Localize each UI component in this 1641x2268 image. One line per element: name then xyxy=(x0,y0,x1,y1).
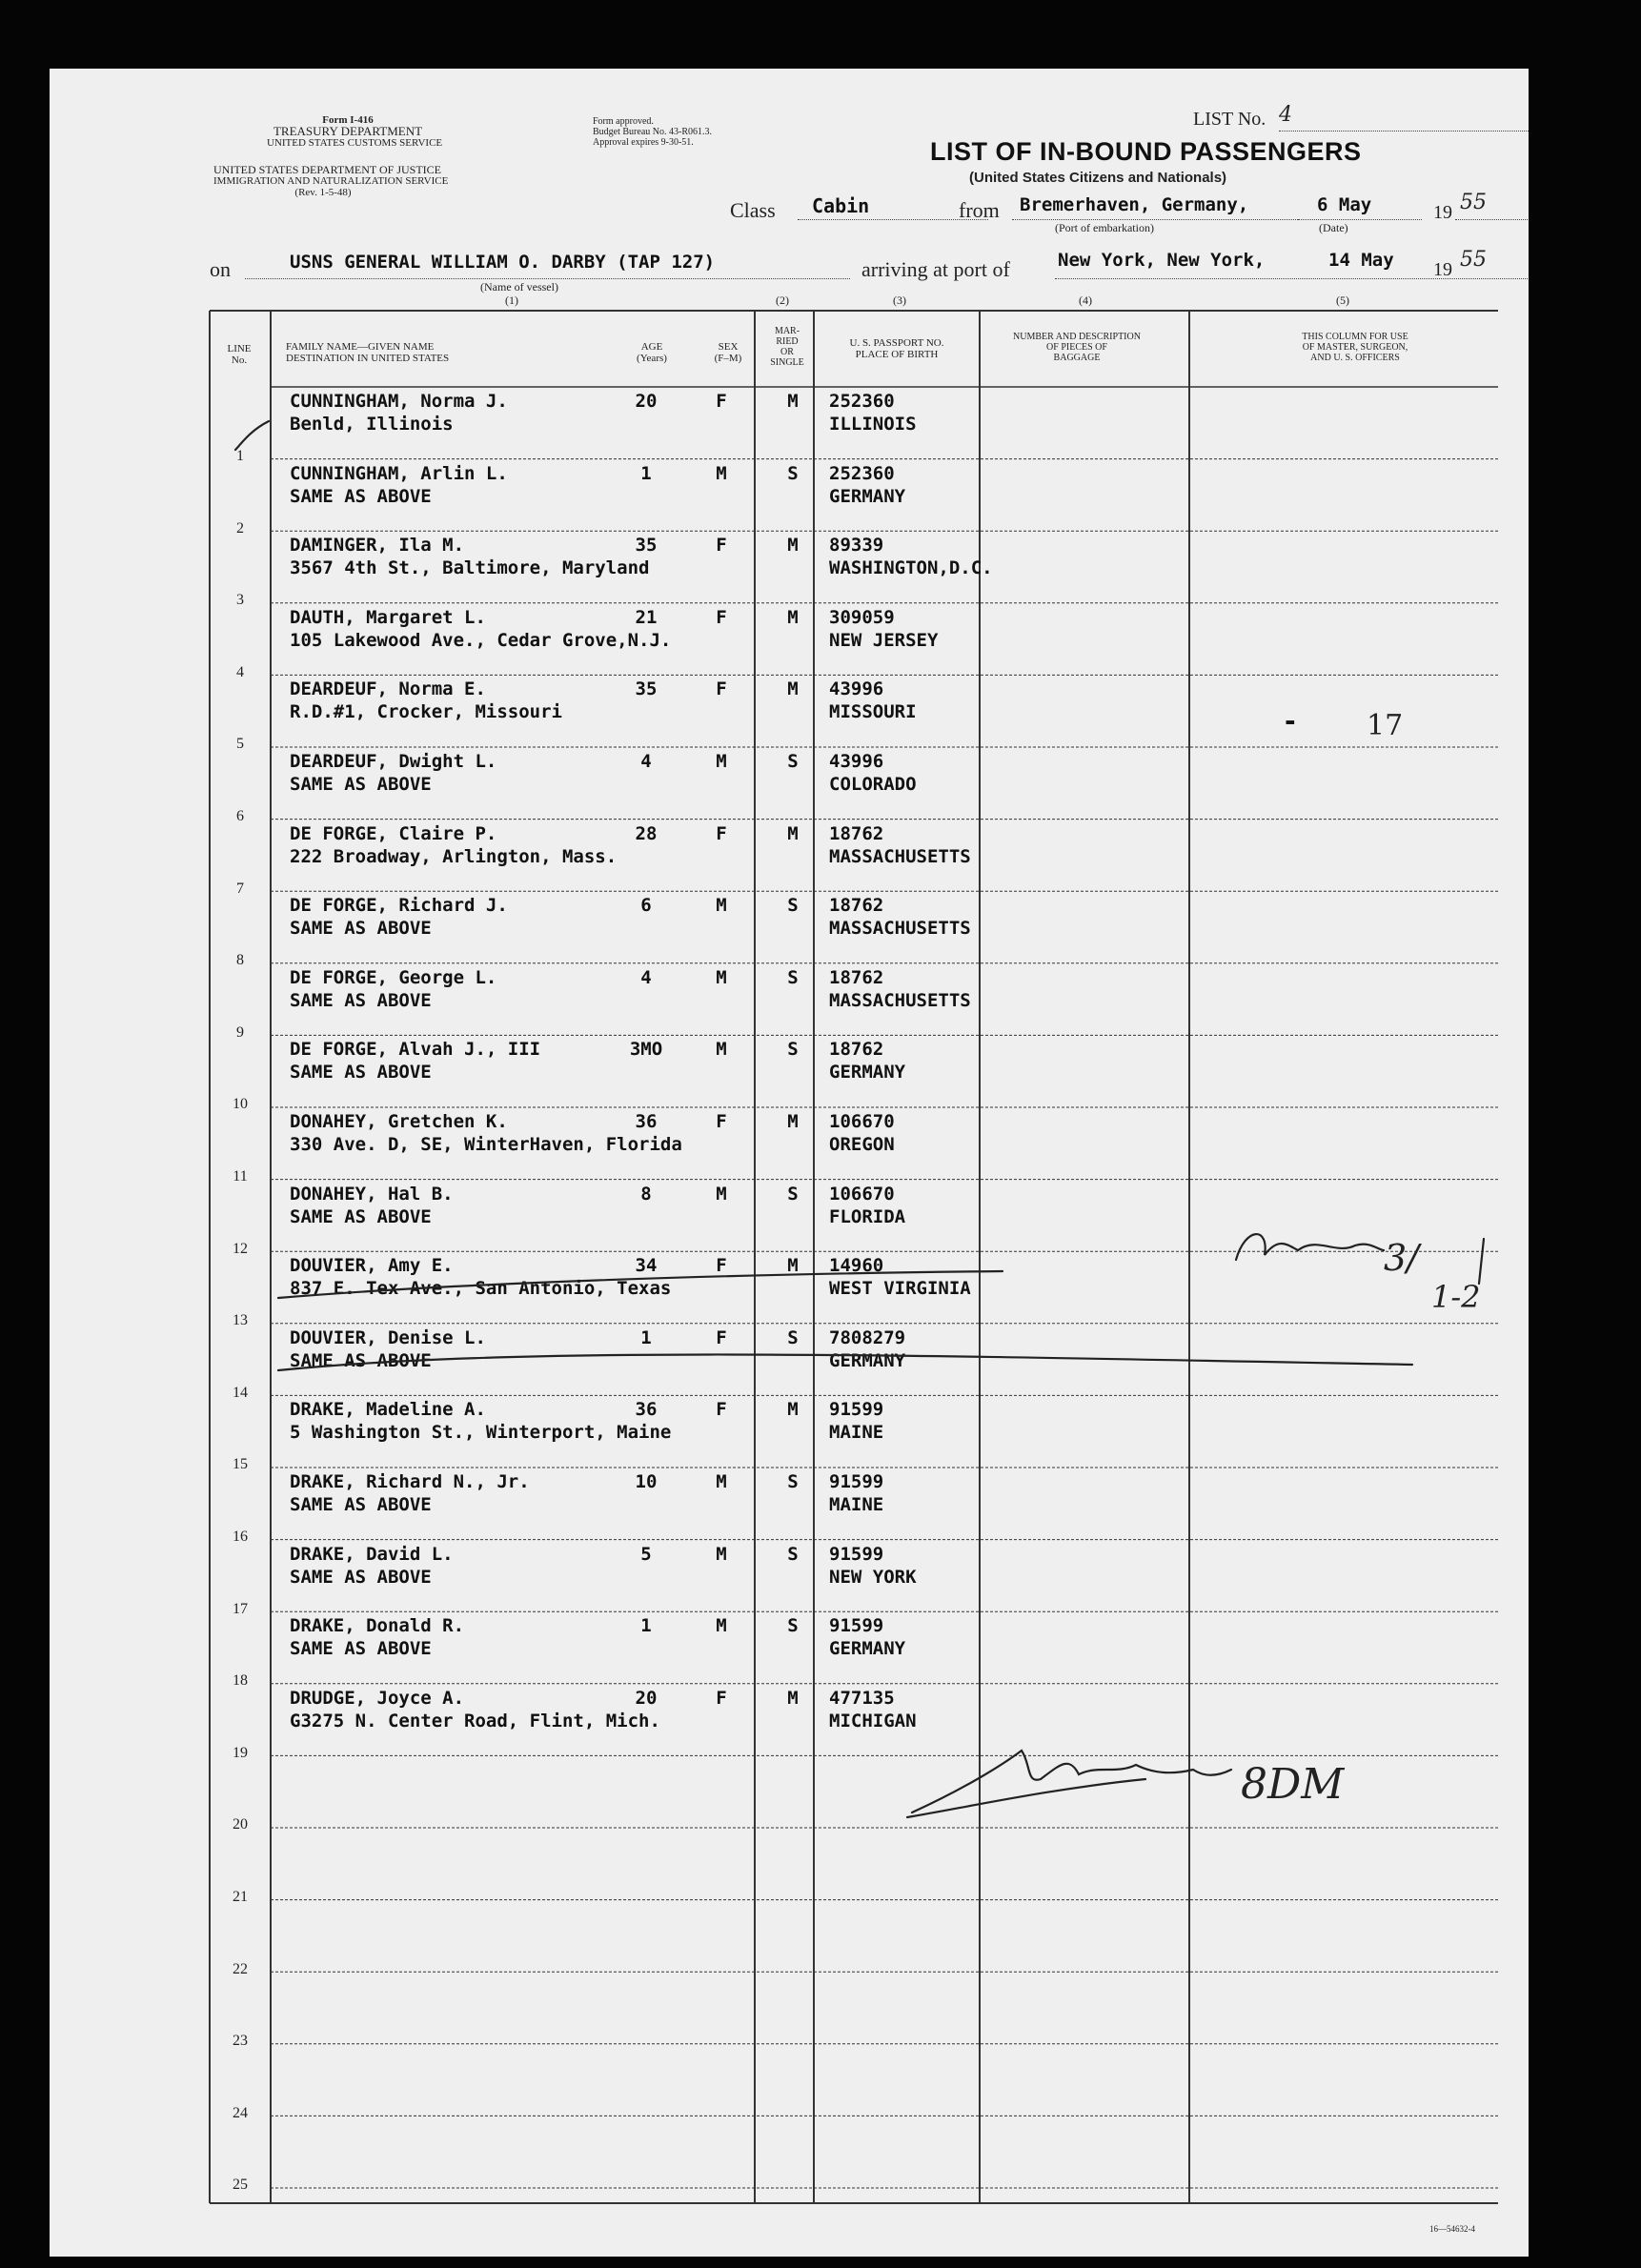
col-header-line: OR xyxy=(780,347,794,357)
vertical-stroke xyxy=(1479,1239,1484,1284)
passenger-sex: F xyxy=(716,1399,727,1421)
passenger-sex: F xyxy=(716,1326,727,1348)
line-number: 3 xyxy=(236,592,244,609)
from-label: from xyxy=(959,198,1000,222)
col-number: (3) xyxy=(893,294,906,307)
line-number: 17 xyxy=(233,1600,248,1617)
ins-label: IMMIGRATION AND NATURALIZATION SERVICE xyxy=(213,175,449,187)
passenger-destination: SAME AS ABOVE xyxy=(290,1205,432,1227)
passenger-destination: R.D.#1, Crocker, Missouri xyxy=(290,701,562,723)
line-number: 4 xyxy=(236,663,244,680)
passenger-destination: 330 Ave. D, SE, WinterHaven, Florida xyxy=(290,1134,682,1155)
line-number: 11 xyxy=(233,1168,248,1185)
line-number: 2 xyxy=(236,519,244,537)
line-number: 21 xyxy=(233,1889,248,1905)
passenger-destination: G3275 N. Center Road, Flint, Mich. xyxy=(290,1710,660,1731)
passenger-marital-status: S xyxy=(787,1471,799,1492)
passenger-marital-status: S xyxy=(787,1326,799,1348)
col-header-line: AGE xyxy=(640,341,663,353)
line-number: 8 xyxy=(236,952,244,969)
passenger-sex: M xyxy=(716,1543,727,1565)
line-number: 19 xyxy=(233,1744,248,1761)
form-number: Form I-416 xyxy=(322,114,374,126)
passenger-name: DE FORGE, Alvah J., III xyxy=(290,1039,541,1061)
passport-number: 309059 xyxy=(829,606,895,628)
arrival-year-prefix: 19 xyxy=(1433,259,1452,280)
page-subtitle: (United States Citizens and Nationals) xyxy=(969,170,1227,186)
signature-suffix: 8DM xyxy=(1241,1760,1345,1809)
line-number: 1 xyxy=(236,448,244,464)
vessel-caption: (Name of vessel) xyxy=(480,280,558,294)
arriving-label: arriving at port of xyxy=(861,257,1010,281)
passenger-marital-status: S xyxy=(787,895,799,917)
passenger-marital-status: S xyxy=(787,1183,799,1205)
passport-number: 89339 xyxy=(829,535,884,557)
col-header-line: PLACE OF BIRTH xyxy=(855,349,939,360)
passenger-destination: 5 Washington St., Winterport, Maine xyxy=(290,1422,672,1444)
passport-number: 43996 xyxy=(829,678,884,700)
revision-label: (Rev. 1-5-48) xyxy=(294,187,352,198)
passenger-age: 10 xyxy=(635,1471,658,1492)
passenger-name: CUNNINGHAM, Arlin L. xyxy=(290,462,508,484)
line-number: 22 xyxy=(233,1960,248,1977)
manifest-page xyxy=(50,69,1529,2257)
passenger-name: DE FORGE, George L. xyxy=(290,966,497,988)
passport-number: 18762 xyxy=(829,1039,884,1061)
passenger-destination: SAME AS ABOVE xyxy=(290,989,432,1011)
passenger-age: 4 xyxy=(640,751,652,772)
passenger-name: DRAKE, Richard N., Jr. xyxy=(290,1471,530,1492)
count-dash: - xyxy=(1285,705,1296,737)
passenger-destination: SAME AS ABOVE xyxy=(290,1638,432,1660)
line-number: 12 xyxy=(233,1240,248,1257)
fraction-annotation-2: 1-2 xyxy=(1431,1279,1481,1315)
place-of-birth: GERMANY xyxy=(829,1638,906,1660)
passenger-age: 36 xyxy=(635,1399,658,1421)
passport-number: 18762 xyxy=(829,966,884,988)
place-of-birth: GERMANY xyxy=(829,485,906,507)
passenger-age: 8 xyxy=(640,1183,652,1205)
place-of-birth: MAINE xyxy=(829,1494,884,1515)
passport-number: 7808279 xyxy=(829,1326,906,1348)
passport-number: 18762 xyxy=(829,895,884,917)
passenger-marital-status: S xyxy=(787,1543,799,1565)
line-number: 9 xyxy=(236,1023,244,1041)
passenger-name: DAMINGER, Ila M. xyxy=(290,535,465,557)
passenger-sex: M xyxy=(716,462,727,484)
from-value: Bremerhaven, Germany, xyxy=(1020,194,1249,215)
line-number: 24 xyxy=(233,2104,248,2121)
col-header-line: DESTINATION IN UNITED STATES xyxy=(286,353,450,364)
line-number: 14 xyxy=(233,1384,248,1401)
passenger-name: DAUTH, Margaret L. xyxy=(290,606,486,628)
year-value: 55 xyxy=(1460,191,1487,214)
passport-number: 91599 xyxy=(829,1615,884,1637)
class-label: Class xyxy=(730,198,776,222)
date-caption: (Date) xyxy=(1319,221,1348,234)
line-number: 15 xyxy=(233,1456,248,1473)
passenger-age: 35 xyxy=(635,535,658,557)
passport-number: 106670 xyxy=(829,1183,895,1205)
passenger-age: 1 xyxy=(640,462,652,484)
passenger-name: DONAHEY, Gretchen K. xyxy=(290,1111,508,1132)
col-number: (4) xyxy=(1079,294,1092,307)
line-number: 16 xyxy=(233,1529,248,1545)
class-value: Cabin xyxy=(812,194,870,217)
passenger-age: 20 xyxy=(635,391,658,412)
line-number: 25 xyxy=(233,2177,248,2194)
passenger-marital-status: S xyxy=(787,751,799,772)
line-number: 20 xyxy=(233,1816,248,1833)
passenger-sex: F xyxy=(716,1111,727,1132)
place-of-birth: WEST VIRGINIA xyxy=(829,1278,971,1300)
passenger-marital-status: S xyxy=(787,1615,799,1637)
passenger-age: 34 xyxy=(635,1255,658,1277)
passport-number: 91599 xyxy=(829,1543,884,1565)
passenger-sex: F xyxy=(716,535,727,557)
col-header-line: OF PIECES OF xyxy=(1046,342,1107,353)
strike-line xyxy=(278,1354,1412,1370)
passenger-age: 6 xyxy=(640,895,652,917)
col-header-line: No. xyxy=(231,354,248,366)
treasury-label: TREASURY DEPARTMENT xyxy=(273,124,423,138)
line-number: 7 xyxy=(236,880,244,897)
passenger-marital-status: M xyxy=(787,1255,799,1277)
arrival-port: New York, New York, xyxy=(1058,250,1266,271)
passenger-sex: M xyxy=(716,1471,727,1492)
passenger-destination: SAME AS ABOVE xyxy=(290,1494,432,1515)
passport-number: 14960 xyxy=(829,1255,884,1277)
passport-number: 18762 xyxy=(829,822,884,844)
place-of-birth: NEW JERSEY xyxy=(829,629,939,651)
passport-number: 252360 xyxy=(829,391,895,412)
fraction-annotation: 3/ xyxy=(1384,1237,1419,1279)
passenger-name: DEARDEUF, Dwight L. xyxy=(290,751,497,772)
passport-number: 477135 xyxy=(829,1687,895,1709)
line-number: 5 xyxy=(236,736,244,753)
col-header-line: MAR- xyxy=(774,326,800,336)
passenger-destination: 105 Lakewood Ave., Cedar Grove,N.J. xyxy=(290,629,672,651)
col-header-line: OF MASTER, SURGEON, xyxy=(1302,342,1408,353)
line-number: 18 xyxy=(233,1672,248,1690)
list-no-label: LIST No. xyxy=(1193,109,1266,130)
passenger-marital-status: M xyxy=(787,391,799,412)
port-embark-caption: (Port of embarkation) xyxy=(1055,221,1154,234)
passenger-name: DRAKE, David L. xyxy=(290,1543,454,1565)
passenger-sex: M xyxy=(716,895,727,917)
passenger-age: 1 xyxy=(640,1326,652,1348)
line-number: 10 xyxy=(233,1096,248,1113)
justice-label: UNITED STATES DEPARTMENT OF JUSTICE xyxy=(213,163,442,176)
approval-line: Budget Bureau No. 43-R061.3. xyxy=(593,127,712,137)
check-mark xyxy=(235,421,269,450)
passenger-name: DEARDEUF, Norma E. xyxy=(290,678,486,700)
passenger-sex: F xyxy=(716,822,727,844)
passenger-destination: 222 Broadway, Arlington, Mass. xyxy=(290,845,618,867)
customs-label: UNITED STATES CUSTOMS SERVICE xyxy=(267,137,443,149)
col-header-line: U. S. PASSPORT NO. xyxy=(849,337,944,349)
count-annotation: 17 xyxy=(1367,709,1404,742)
passenger-destination: SAME AS ABOVE xyxy=(290,774,432,795)
passenger-marital-status: M xyxy=(787,535,799,557)
passenger-destination: SAME AS ABOVE xyxy=(290,1062,432,1083)
col-number: (1) xyxy=(505,294,518,307)
place-of-birth: COLORADO xyxy=(829,774,917,795)
place-of-birth: FLORIDA xyxy=(829,1205,906,1227)
col-header-line: LINE xyxy=(227,343,252,354)
passport-number: 91599 xyxy=(829,1399,884,1421)
col-header-line: BAGGAGE xyxy=(1053,353,1101,363)
passenger-sex: F xyxy=(716,606,727,628)
passenger-destination: SAME AS ABOVE xyxy=(290,1349,432,1371)
col-header-line: THIS COLUMN FOR USE xyxy=(1302,332,1408,342)
passenger-destination: SAME AS ABOVE xyxy=(290,485,432,507)
passport-number: 106670 xyxy=(829,1111,895,1132)
passenger-destination: Benld, Illinois xyxy=(290,414,454,435)
place-of-birth: MASSACHUSETTS xyxy=(829,989,971,1011)
passenger-name: DE FORGE, Claire P. xyxy=(290,822,497,844)
place-of-birth: ILLINOIS xyxy=(829,414,917,435)
line-number: 6 xyxy=(236,808,244,824)
passenger-age: 21 xyxy=(635,606,658,628)
passenger-name: DRAKE, Madeline A. xyxy=(290,1399,486,1421)
vessel-name: USNS GENERAL WILLIAM O. DARBY (TAP 127) xyxy=(290,252,716,273)
initials-scribble xyxy=(1236,1234,1384,1260)
passenger-marital-status: M xyxy=(787,1111,799,1132)
passenger-sex: F xyxy=(716,1687,727,1709)
passenger-age: 3MO xyxy=(629,1039,663,1061)
col-header-line: SINGLE xyxy=(770,357,804,368)
passenger-age: 20 xyxy=(635,1687,658,1709)
col-number: (5) xyxy=(1336,294,1349,307)
col-header-line: SEX xyxy=(718,341,739,353)
passenger-sex: F xyxy=(716,391,727,412)
passenger-marital-status: S xyxy=(787,462,799,484)
passenger-age: 4 xyxy=(640,966,652,988)
place-of-birth: MASSACHUSETTS xyxy=(829,918,971,940)
passenger-name: CUNNINGHAM, Norma J. xyxy=(290,391,508,412)
passenger-destination: SAME AS ABOVE xyxy=(290,918,432,940)
print-code: 16—54632-4 xyxy=(1429,2224,1475,2234)
passenger-destination: 837 E. Tex Ave., San Antonio, Texas xyxy=(290,1278,672,1300)
handwriting-overlay xyxy=(50,69,1529,2257)
passenger-destination: SAME AS ABOVE xyxy=(290,1566,432,1588)
year-prefix: 19 xyxy=(1433,202,1452,223)
place-of-birth: MASSACHUSETTS xyxy=(829,845,971,867)
date-value: 6 May xyxy=(1317,194,1372,215)
passenger-name: DE FORGE, Richard J. xyxy=(290,895,508,917)
passenger-age: 35 xyxy=(635,678,658,700)
passenger-marital-status: M xyxy=(787,1687,799,1709)
place-of-birth: NEW YORK xyxy=(829,1566,917,1588)
place-of-birth: MICHIGAN xyxy=(829,1710,917,1731)
passenger-sex: M xyxy=(716,1039,727,1061)
col-header-line: FAMILY NAME—GIVEN NAME xyxy=(286,341,435,353)
passenger-age: 1 xyxy=(640,1615,652,1637)
passenger-name: DOUVIER, Denise L. xyxy=(290,1326,486,1348)
place-of-birth: GERMANY xyxy=(829,1062,906,1083)
place-of-birth: OREGON xyxy=(829,1134,895,1155)
passport-number: 252360 xyxy=(829,462,895,484)
passenger-marital-status: S xyxy=(787,966,799,988)
strike-line xyxy=(278,1271,1003,1298)
place-of-birth: MAINE xyxy=(829,1422,884,1444)
place-of-birth: MISSOURI xyxy=(829,701,917,723)
place-of-birth: WASHINGTON,D.C. xyxy=(829,557,993,579)
passenger-name: DRUDGE, Joyce A. xyxy=(290,1687,465,1709)
passenger-marital-status: M xyxy=(787,822,799,844)
arrival-date: 14 May xyxy=(1328,250,1394,271)
passport-number: 43996 xyxy=(829,751,884,772)
passenger-age: 5 xyxy=(640,1543,652,1565)
signature-scribble xyxy=(912,1751,1231,1812)
passenger-age: 28 xyxy=(635,822,658,844)
passenger-marital-status: M xyxy=(787,678,799,700)
passenger-marital-status: M xyxy=(787,1399,799,1421)
passenger-name: DRAKE, Donald R. xyxy=(290,1615,465,1637)
approval-line: Approval expires 9-30-51. xyxy=(593,137,694,148)
passenger-name: DOUVIER, Amy E. xyxy=(290,1255,454,1277)
passenger-sex: M xyxy=(716,1183,727,1205)
passenger-sex: M xyxy=(716,1615,727,1637)
list-no-value: 4 xyxy=(1279,103,1292,127)
passenger-destination: 3567 4th St., Baltimore, Maryland xyxy=(290,557,650,579)
col-header-line: AND U. S. OFFICERS xyxy=(1310,353,1400,363)
line-number: 13 xyxy=(233,1312,248,1329)
passenger-sex: M xyxy=(716,966,727,988)
passenger-marital-status: S xyxy=(787,1039,799,1061)
place-of-birth: GERMANY xyxy=(829,1349,906,1371)
col-header-line: (F–M) xyxy=(714,353,742,364)
passport-number: 91599 xyxy=(829,1471,884,1492)
col-header-line: RIED xyxy=(776,336,799,347)
passenger-sex: F xyxy=(716,1255,727,1277)
line-number: 23 xyxy=(233,2033,248,2050)
col-header-line: (Years) xyxy=(637,353,667,364)
passenger-name: DONAHEY, Hal B. xyxy=(290,1183,454,1205)
arrival-year: 55 xyxy=(1460,248,1487,272)
col-number: (2) xyxy=(776,294,789,307)
passenger-sex: F xyxy=(716,678,727,700)
passenger-sex: M xyxy=(716,751,727,772)
page-title: LIST OF IN-BOUND PASSENGERS xyxy=(930,137,1362,166)
passenger-age: 36 xyxy=(635,1111,658,1132)
approval-line: Form approved. xyxy=(593,116,654,127)
passenger-marital-status: M xyxy=(787,606,799,628)
col-header-line: NUMBER AND DESCRIPTION xyxy=(1013,332,1141,342)
on-label: on xyxy=(210,257,231,281)
